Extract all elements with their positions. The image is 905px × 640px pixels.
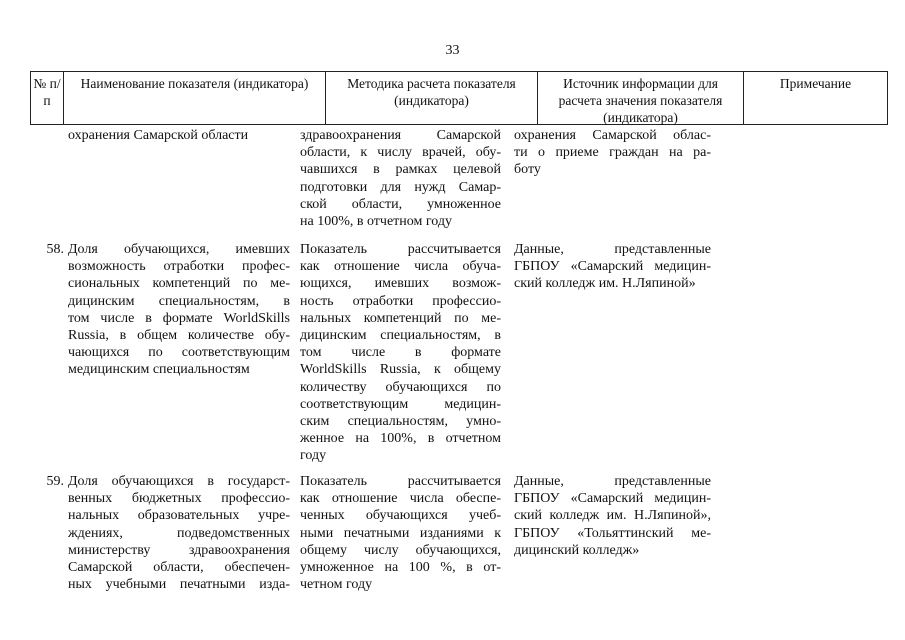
row-58-name — [68, 241, 290, 379]
text-line: том числе в формате — [300, 345, 501, 361]
text-line: умноженное на 100 %, в от- — [300, 560, 501, 576]
text-line: ской области, умноженное — [300, 196, 501, 212]
text-line: Доля обучающихся, имевших — [68, 242, 290, 257]
text-line: том числе в формате WorldSkills — [68, 310, 290, 326]
row-59-number: 59. — [46, 474, 64, 489]
text-line: ГБПОУ «Самарский медицин- — [514, 491, 711, 507]
text-line: как отношение числа обуча- — [300, 259, 501, 275]
table-header — [30, 71, 888, 125]
text-line: подготовки для нужд Самар- — [300, 179, 501, 195]
text-line: ГБПОУ «Тольяттинский ме- — [514, 525, 711, 541]
row-58-number: 58. — [46, 242, 64, 257]
text-line: венных бюджетных профессио- — [68, 491, 290, 507]
text-line: медицинским специальностям — [68, 362, 250, 378]
text-line: WorldSkills Russia, к общему — [300, 362, 501, 378]
text-line: охранения Самарской облас- — [514, 128, 711, 143]
text-line: Доля обучающихся в государст- — [68, 474, 290, 489]
text-line: ГБПОУ «Самарский медицин- — [514, 259, 711, 275]
text-line: Russia, в общем количестве обу- — [68, 328, 290, 344]
text-line: ти о приеме граждан на ра- — [514, 145, 711, 161]
text-line: ждениях, подведомственных — [68, 525, 290, 541]
header-col-note: Примечание — [743, 72, 887, 124]
text-line: ющихся, имевших возмож- — [300, 276, 501, 292]
text-line: женное на 100%, в отчетном — [300, 431, 501, 447]
text-line: году — [300, 448, 327, 464]
row-59-name — [68, 473, 290, 593]
text-line: ность отработки профессио- — [300, 293, 501, 309]
text-line: на 100%, в отчетном году — [300, 214, 452, 230]
row-0-method — [300, 127, 501, 230]
text-line: четном году — [300, 577, 373, 593]
text-line: Самарской области, обеспечен- — [68, 560, 290, 576]
row-0-name — [68, 127, 290, 144]
text-line: сиональных компетенций по ме- — [68, 276, 290, 292]
header-col-source: Источник информации для расчета значения показателя (индикатора) — [537, 72, 743, 124]
header-col-method: Методика расчета показателя (индикатора) — [325, 72, 537, 124]
row-59-method — [300, 473, 501, 593]
row-0-source — [514, 127, 711, 179]
text-line: Показатель рассчитывается — [300, 242, 501, 257]
row-58-source — [514, 241, 711, 293]
text-line: Показатель рассчитывается — [300, 474, 501, 489]
row-59-source — [514, 473, 711, 559]
text-line: соответствующим медицин- — [300, 396, 501, 412]
text-line: ных учебными печатными изда- — [68, 577, 290, 593]
header-col-num: № п/п — [33, 76, 61, 108]
text-line: дицинским специальностям, в — [68, 293, 290, 309]
text-line: общему числу обучающихся, — [300, 542, 501, 558]
text-line: количеству обучающихся по — [300, 379, 501, 395]
text-line: дицинский колледж» — [514, 542, 640, 558]
text-line: как отношение числа обеспе- — [300, 491, 501, 507]
text-line: ченных обучающихся учеб- — [300, 508, 501, 524]
text-line: боту — [514, 162, 541, 178]
text-line: ский колледж им. Н.Ляпиной», — [514, 508, 711, 524]
text-line: нальных компетенций по ме- — [300, 310, 501, 326]
text-line: Данные, представленные — [514, 474, 711, 489]
text-line: министерству здравоохранения — [68, 542, 290, 558]
text-line: ским специальностям, умно- — [300, 414, 501, 430]
text-line: возможность отработки профес- — [68, 259, 290, 275]
text-line: ными печатными изданиями к — [300, 525, 501, 541]
text-line: охранения Самарской области — [68, 128, 249, 143]
text-line: ский колледж им. Н.Ляпиной» — [514, 276, 696, 292]
text-line: Данные, представленные — [514, 242, 711, 257]
text-line: дицинским специальностям, в — [300, 328, 501, 344]
text-line: чающихся по соответствующим — [68, 345, 290, 361]
text-line: здравоохранения Самарской — [300, 128, 501, 143]
text-line: области, к числу врачей, обу- — [300, 145, 501, 161]
text-line: нальных образовательных учре- — [68, 508, 290, 524]
page-number: 33 — [445, 43, 460, 58]
text-line: чавшихся в рамках целевой — [300, 162, 501, 178]
row-58-method — [300, 241, 501, 465]
header-col-name: Наименование показателя (индикатора) — [63, 72, 325, 124]
